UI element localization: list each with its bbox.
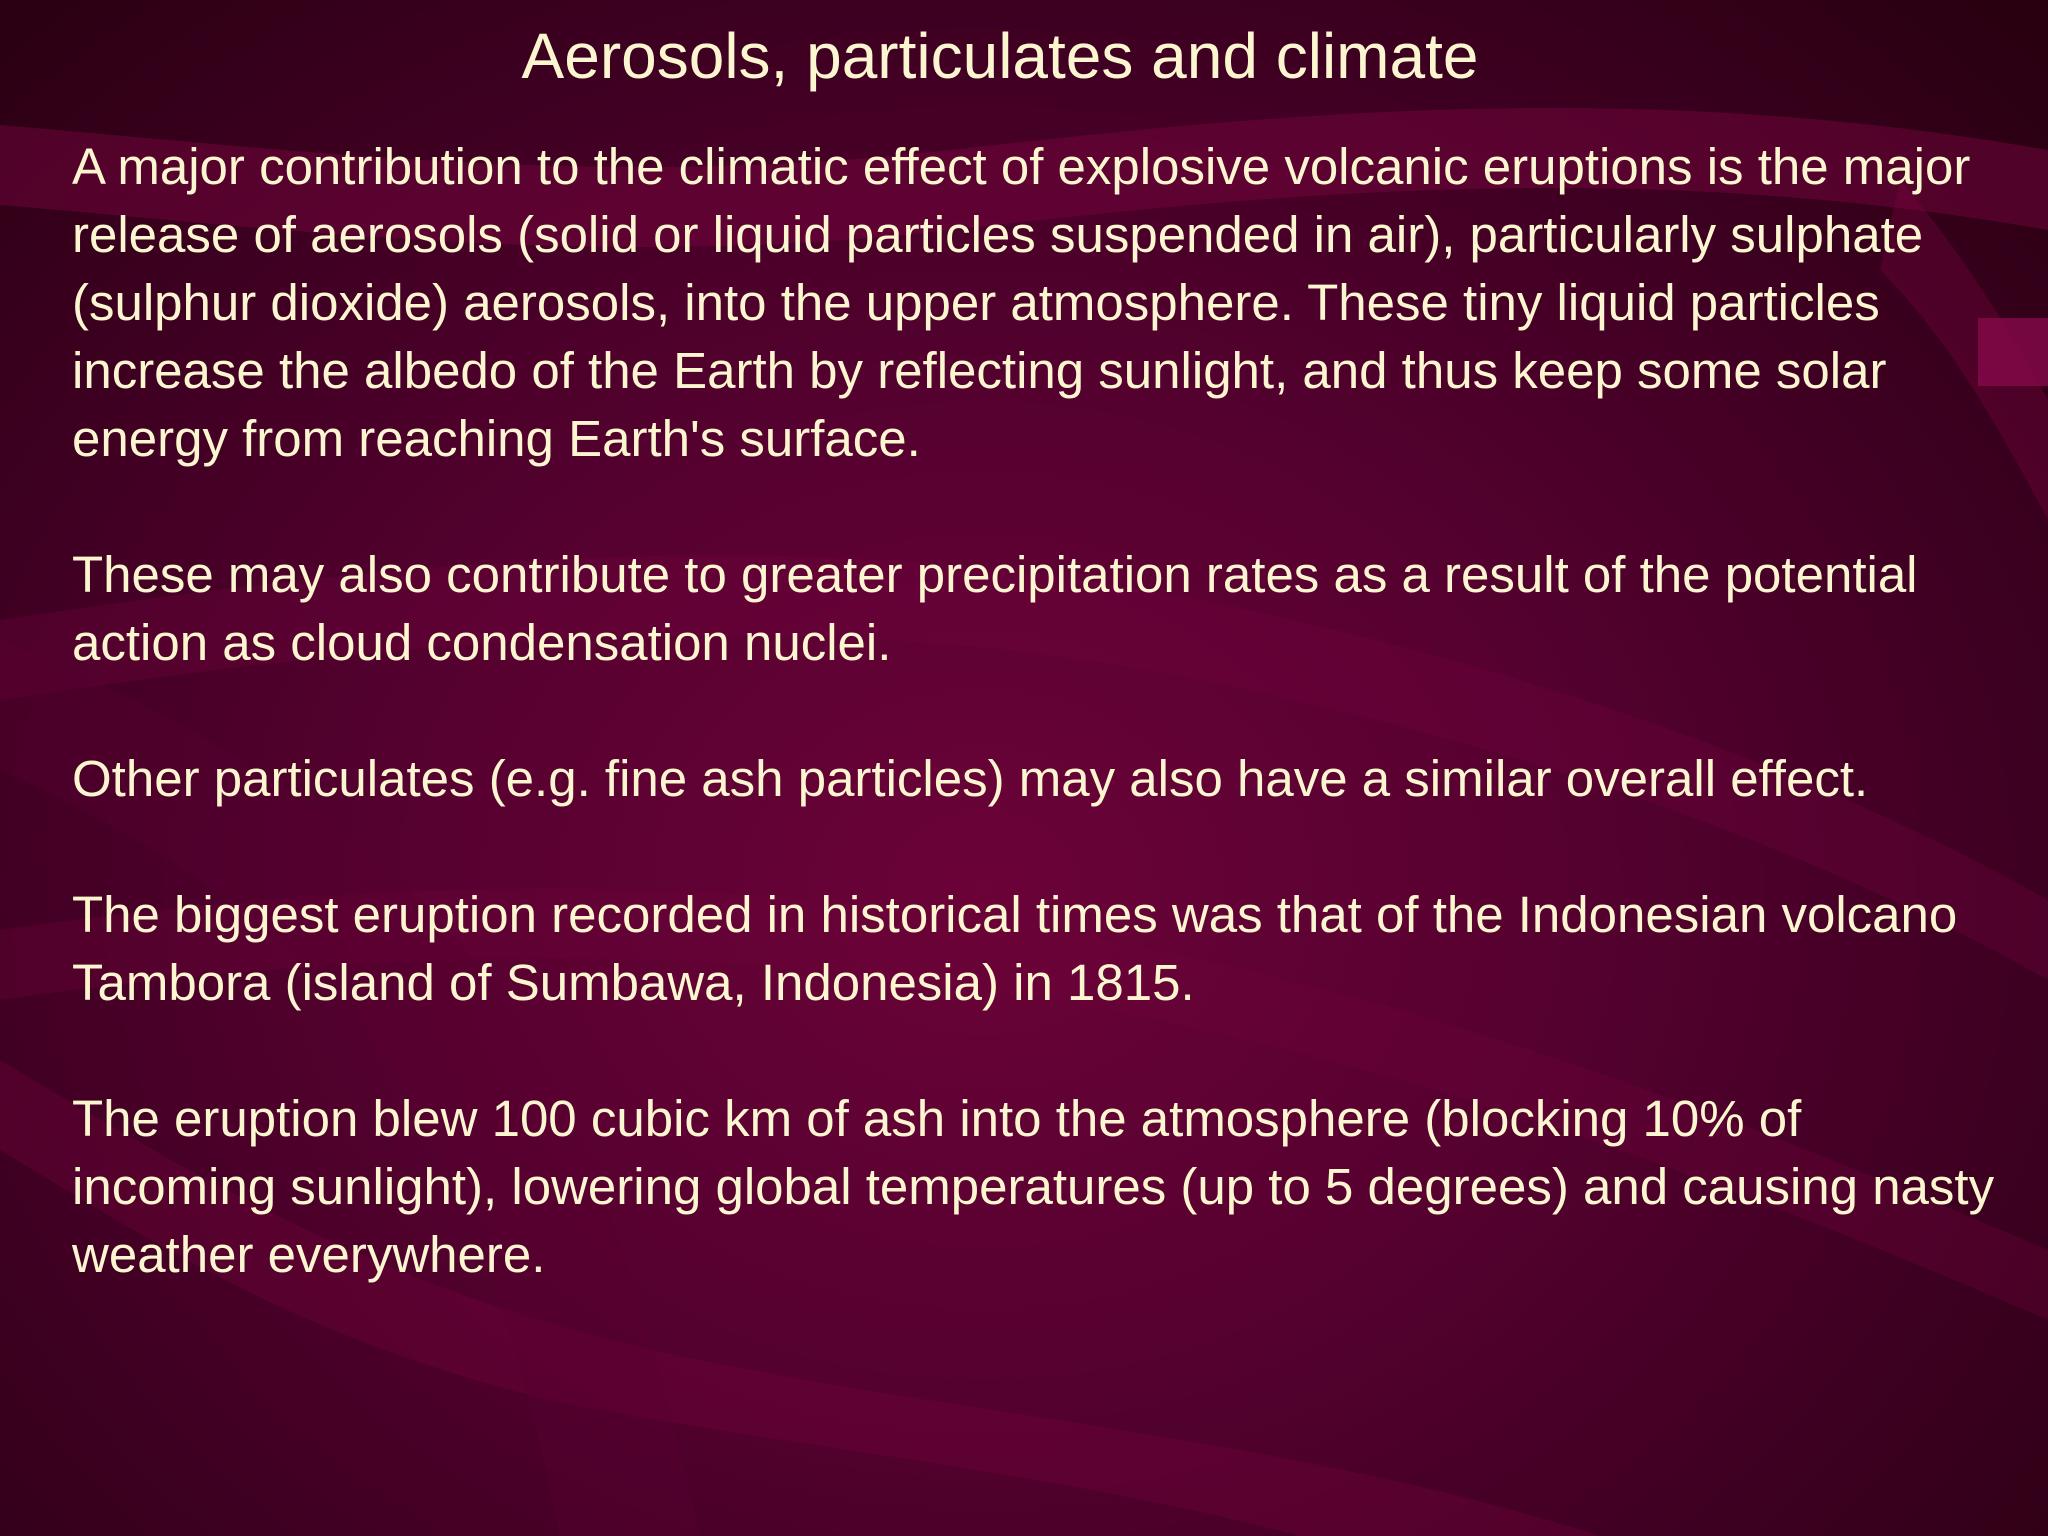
slide-title-text: Aerosols, particulates and climate [521, 20, 1479, 92]
slide-body [72, 133, 2012, 1289]
paragraph-aerosols: A major contribution to the climatic effect of explosive volcanic eruptions is the major release of aerosols (solid or liquid particles suspended in air), particularly sulphate (sulphur dioxide) aerosols, into the upper atmosphere. These tiny liquid particles increase the albedo of the Earth by reflecting sunlight, and thus keep some solar energy from reaching Earth's surface. [72, 138, 1971, 467]
paragraph-precipitation: These may also contribute to greater precipitation rates as a result of the potential action as cloud condensation nuclei. [72, 546, 1918, 671]
paragraph-eruption-effects: The eruption blew 100 cubic km of ash into the atmosphere (blocking 10% of incoming sunlight), lowering global temperatures (up to 5 degrees) and causing nasty weather everywhere. [72, 1090, 1995, 1283]
paragraph-particulates: Other particulates (e.g. fine ash particles) may also have a similar overall effect. [72, 750, 1869, 807]
paragraph-tambora: The biggest eruption recorded in historical times was that of the Indonesian volcano Tambora (island of Sumbawa, Indonesia) in 1815. [72, 886, 1958, 1011]
slide-title [0, 18, 2048, 94]
